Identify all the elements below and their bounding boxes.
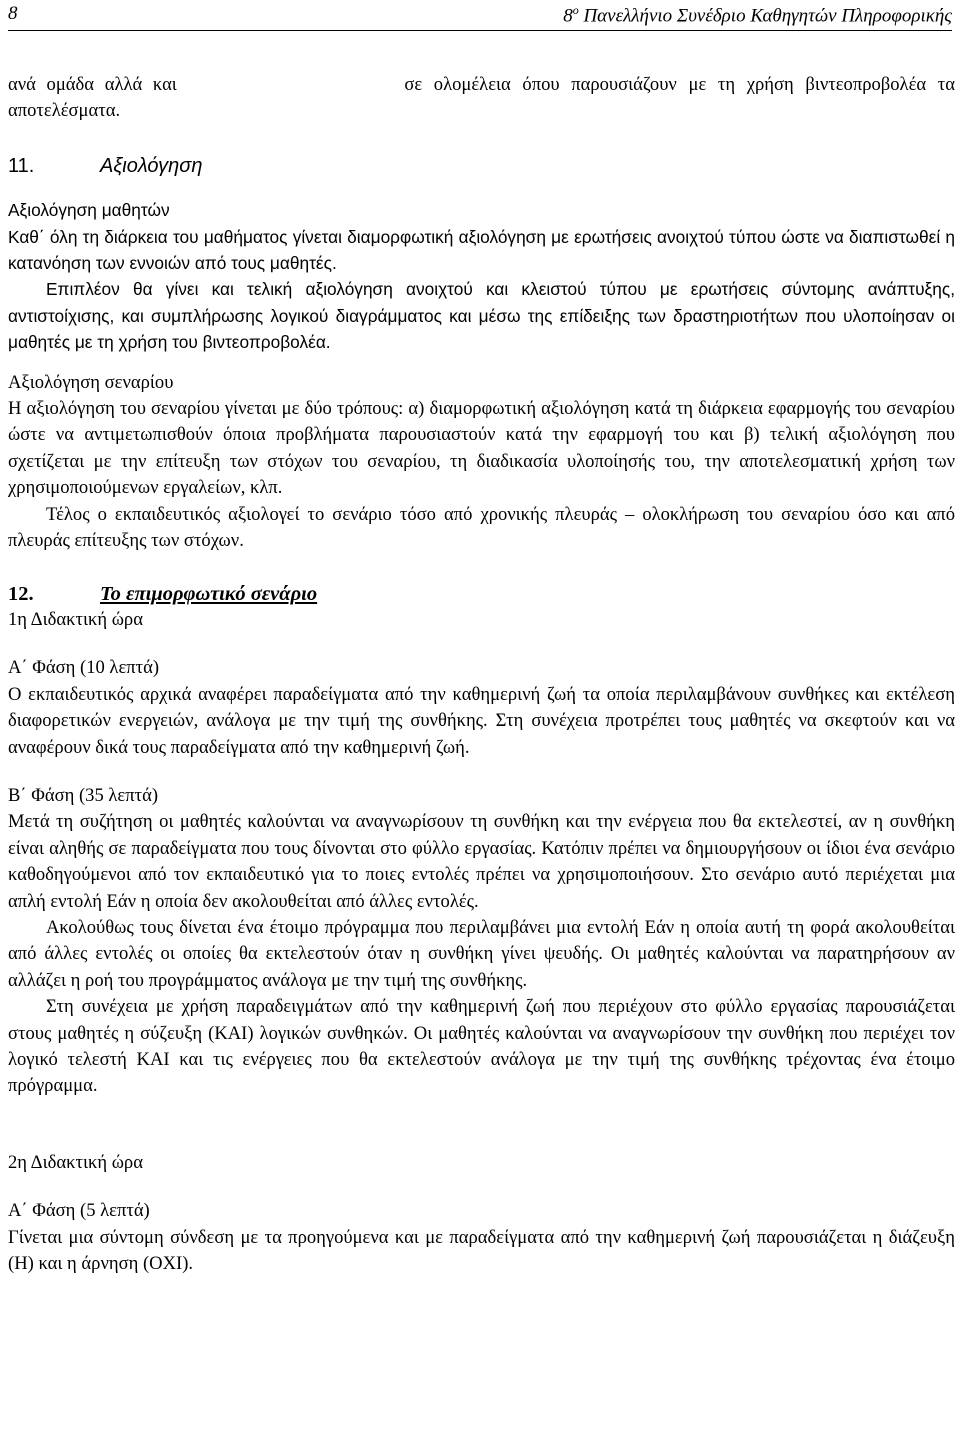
phase-a2-text: Γίνεται μια σύντομη σύνδεση με τα προηγούμενα και με παραδείγματα από την καθημερινή ζωή παρουσιάζεται η διάζευξη (Η) και η άρνηση (ΟΧΙ). <box>8 1226 955 1275</box>
scenario-eval-paragraph-2: Τέλος ο εκπαιδευτικός αξιολογεί το σενάριο τόσο από χρονικής πλευράς – ολοκλήρωση του σεναρίου όσο και από πλευράς επίτευξης των στόχων. <box>8 503 955 552</box>
document-body <box>8 72 955 1277</box>
section-12-heading: 12. Το επιμορφωτικό σενάριο <box>8 582 318 605</box>
page-header <box>8 0 952 31</box>
phase-a-title: Α΄ Φάση (10 λεπτά) <box>8 657 160 679</box>
phase-a-text: Ο εκπαιδευτικός αρχικά αναφέρει παραδείγματα από την καθημερινή ζωή τα οποία περιλαμβάνουν συνθήκες και εκτέλεση διαφορετικών ενεργειών, ανάλογα με την τιμή της συνθήκης. Στη συνέχεια προτρέπει τους μαθητές να σκεφτούν και να αναφέρουν δικά τους παραδείγματα από την καθημερινή ζωή. <box>8 683 955 758</box>
phase-b-title: Β΄ Φάση (35 λεπτά) <box>8 784 159 806</box>
page-number: 8 <box>8 3 18 24</box>
phase-b-paragraph-3: Στη συνέχεια με χρήση παραδειγμάτων από την καθημερινή ζωή που περιέχουν στο φύλλο εργασίας παρουσιάζεται στους μαθητές η σύζευξη (ΚΑΙ) λογικών συνθηκών. Οι μαθητές καλούνται να αναγνωρίσουν την συνθήκη που περιέχει τον λογικό τελεστή ΚΑΙ και τις ενέργειες που θα εκτελεστούν ανάλογα με την τιμή της συνθήκης τρέχοντας ένα έτοιμο πρόγραμμα. <box>8 996 955 1097</box>
phase-b-paragraph-1: Μετά τη συζήτηση οι μαθητές καλούνται να αναγνωρίσουν τη συνθήκη και την ενέργεια που θα εκτελεστεί, αν η συνθήκη είναι αληθής σε παραδείγματα που τους δίνονται στο φύλλο εργασίας. Κατόπιν πρέπει να δημιουργήσουν οι ίδιοι ένα σενάριο καθοδηγούμενοι από τον εκπαιδευτικό για το ποιες εντολές πρέπει να χρησιμοποιήσουν. Στο σενάριο αυτό περιέχεται μια απλή εντολή Εάν η οποία δεν ακολουθείται από άλλες εντολές. <box>8 811 955 912</box>
phase-a2-title: Α΄ Φάση (5 λεπτά) <box>8 1200 150 1222</box>
intro-line-2: αποτελέσματα. <box>8 100 121 122</box>
students-eval-heading: Αξιολόγηση μαθητών <box>8 200 170 221</box>
phase-b-paragraph-2: Ακολούθως τους δίνεται ένα έτοιμο πρόγραμμα που περιλαμβάνει μια εντολή Εάν η οποία αυτή τη φορά ακολουθείται από άλλες εντολές οι οποίες θα εκτελεστούν όταν η συνθήκη γίνει ψευδής. Οι μαθητές καλούνται να παρατηρήσουν αν αλλάζει η ροή του προγράμματος ανάλογα με την τιμή της συνθήκης. <box>8 916 955 991</box>
students-eval-paragraph-1: Καθ΄ όλη τη διάρκεια του μαθήματος γίνεται διαμορφωτική αξιολόγηση με ερωτήσεις ανοιχτού τύπου ώστε να διαπιστωθεί η κατανόηση των εννοιών από τους μαθητές. <box>8 226 955 274</box>
students-eval-paragraph-2: Επιπλέον θα γίνει και τελική αξιολόγηση ανοιχτού και κλειστού τύπου με ερωτήσεις σύντομης ανάπτυξης, αντιστοίχισης, και συμπλήρωσης λογικού διαγράμματος και μέσω της επίδειξης των δραστηριοτήτων που υλοποίησαν οι μαθητές με τη χρήση του βιντεοπροβολέα. <box>8 279 955 353</box>
hour-2-heading: 2η Διδακτική ώρα <box>8 1151 143 1173</box>
scenario-eval-paragraph-1: Η αξιολόγηση του σεναρίου γίνεται με δύο τρόπους: α) διαμορφωτική αξιολόγηση κατά τη διάρκεια εφαρμογής του σεναρίου ώστε να αντιμετωπισθούν όποια προβλήματα παρουσιαστούν κατά την εφαρμογή του και β) τελική αξιολόγηση που σχετίζεται με την επίτευξη των στόχων του σεναρίου, τη διαδικασία υλοποίησής του, την αποτελεσματική χρήση των χρησιμοποιούμενων εργαλείων, κλπ. <box>8 398 955 499</box>
hour-1-heading: 1η Διδακτική ώρα <box>8 608 143 630</box>
conference-title: $8^o$ Πανελλήνιο Συνέδριο Καθηγητών Πληροφορικής <box>563 3 952 27</box>
section-11-heading: 11. Αξιολόγηση <box>8 154 203 177</box>
intro-line-1: ανά ομάδα αλλά και σε ολομέλεια όπου παρουσιάζουν με τη χρήση βιντεοπροβολέα τα <box>8 74 955 95</box>
scenario-eval-heading: Αξιολόγηση σεναρίου <box>8 371 174 393</box>
